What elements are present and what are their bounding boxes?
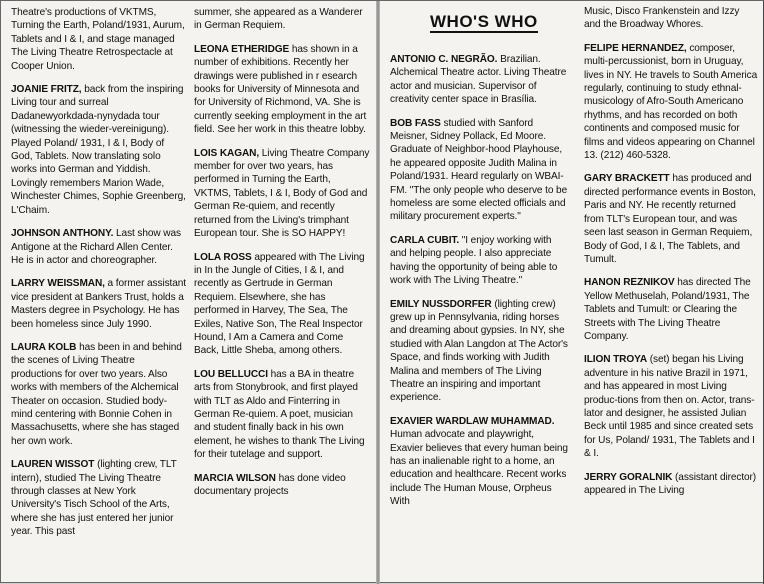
- bio-entry: [390, 117, 568, 224]
- bio-text: Music, Disco Frankenstein and Izzy and the Broadway Whores.: [584, 6, 740, 31]
- bio-name: MARCIA WILSON: [194, 472, 276, 484]
- bio-entry: [584, 471, 758, 498]
- bio-name: LAUREN WISSOT: [11, 459, 95, 471]
- bio-name: LEONA ETHERIDGE: [194, 43, 290, 55]
- bio-text: (lighting crew, TLT intern), studied The Living Theatre through classes at New York University's Tisch School of the Arts, where she has just entered her junior year. This past: [11, 459, 177, 538]
- bio-text: has been in and behind the scenes of Living Theatre productions for over two years. Also works with members of the Alchemical Theater on occasion. Studied body-mind centering with Bonnie Cohen in Massachusetts, where she has staged her own work.: [11, 341, 182, 447]
- bio-entry: [390, 298, 568, 405]
- bio-name: LOIS KAGAN,: [194, 147, 260, 159]
- bio-text: Human advocate and playwright, Exavier believes that every human being has an inalienable right to a home, an education and healthcare. Recent works include The Human Mouse, Orpheus With: [390, 429, 568, 508]
- page-title: WHO'S WHO: [430, 12, 538, 31]
- bio-entry: [390, 415, 568, 509]
- bio-text: studied with Sanford Meisner, Sidney Pollack, Ed Moore. Graduate of Neighbor-hood Playhouse, he appeared opposite Judith Malina in Poland/1931. Heard regularly on WBAI-FM. "The only people who deserve to be homeless are some elected officials and military procurement experts.": [390, 117, 568, 223]
- bio-text: "I enjoy working with and helping people. I also appreciate having the opportunity of being able to work with The Living Theatre.": [390, 234, 558, 287]
- bio-name: BOB FASS: [390, 117, 441, 129]
- bio-entry: [11, 458, 187, 538]
- bio-text: Last show was Antigone at the Richard Allen Center. He is in actor and choreographer.: [11, 228, 181, 266]
- right-column-2: [584, 5, 758, 507]
- bio-text: composer, multi-percussionist, born in Uruguay, lives in NY. He travels to South America regularly, continuing to study ethnal-musicology of Afro-South Americano rhythms, and has recorded on both continents and composed music for films and videos appearing on Channel 13. (212) 460-5328.: [584, 42, 758, 162]
- bio-text: (lighting crew) grew up in Pennsylvania, riding horses and dreaming about gypsies. In NY, she studied with Alan Langdon at The Actor's Space, and finds working with Judith Malina and members of The Living Theatre an inspiring and important experience.: [390, 298, 568, 404]
- right-page: [380, 1, 764, 584]
- bio-entry: [11, 6, 187, 73]
- bio-text: (set) began his Living adventure in his native Brazil in 1971, and has appeared in most Living produc-tions from then on. Actor, trans-lator and designer, he assisted Julian Beck until 1985 and since created sets for Us, Poland/ 1931, The Tablets and I & I.: [584, 354, 755, 460]
- bio-entry: [11, 83, 187, 217]
- left-page: [1, 1, 376, 584]
- bio-name: GARY BRACKETT: [584, 173, 670, 185]
- bio-entry: [11, 227, 187, 267]
- bio-name: HANON REZNIKOV: [584, 277, 675, 289]
- bio-entry: [194, 368, 370, 462]
- bio-name: LOLA ROSS: [194, 251, 252, 263]
- bio-name: FELIPE HERNANDEZ,: [584, 42, 687, 54]
- bio-entry: [194, 472, 370, 499]
- bio-text: Brazilian. Alchemical Theatre actor. Living Theatre actor and musician. Supervisor of creativity center space in Brasília.: [390, 54, 567, 106]
- bio-name: ANTONIO C. NEGRÃO.: [390, 54, 498, 65]
- bio-text: summer, she appeared as a Wanderer in German Requiem.: [194, 7, 363, 32]
- bio-entry: [194, 251, 370, 358]
- bio-name: LARRY WEISSMAN,: [11, 278, 105, 290]
- bio-entry: [11, 341, 187, 448]
- bio-text: a former assistant vice president at Bankers Trust, holds a Masters degree in Psychology. He has been homeless since July 1990.: [11, 278, 186, 330]
- bio-entry: [390, 234, 568, 288]
- bio-entry: [584, 353, 758, 460]
- bio-text: has shown in a number of exhibitions. Recently her drawings were published in r esearch books for University of Minnesota and for University of Richmond, VA. She is currently seeking employment in the art field. See her work in this theatre lobby.: [194, 43, 367, 136]
- bio-name: ILION TROYA: [584, 354, 648, 366]
- bio-entry: [194, 43, 370, 137]
- bio-name: CARLA CUBIT.: [390, 234, 460, 246]
- left-column-1: [11, 6, 187, 549]
- bio-text: appeared with The Living in In the Jungle of Cities, I & I, and recently as Gertrude in German Requiem. Elsewhere, she has performed in Harvey, The Sea, The Exiles, Native Son, The Real Inspector Hound, I Am a Camera and Come Back, Little Sheba, among others.: [194, 251, 365, 357]
- bio-name: JERRY GORALNIK: [584, 471, 673, 483]
- bio-entry: [584, 42, 758, 163]
- bio-name: LAURA KOLB: [11, 341, 77, 353]
- bio-text: has directed The Yellow Methuselah, Poland/1931, The Tablets and Tumult: or Clearing the Streets with The Living Theatre Company.: [584, 277, 751, 342]
- bio-entry: [584, 276, 758, 343]
- bio-text: has done video documentary projects: [194, 472, 346, 497]
- bio-entry: [584, 172, 758, 266]
- bio-name: EMILY NUSSDORFER: [390, 298, 492, 310]
- bio-text: Theatre's productions of VKTMS, Turning the Earth, Poland/1931, Aurum, Tablets and I & I, and stage managed The Living Theatre Retrospectacle at Cooper Union.: [11, 7, 185, 72]
- bio-text: has produced and directed performance events in Boston, Paris and NY. He recently returned from TLT's European tour, and was seen last season in German Requiem, Body of God, I & I, The Tablets, and Tumult.: [584, 173, 756, 265]
- right-column-1: [390, 53, 568, 519]
- bio-text: back from the inspiring Living tour and surreal Dadanewyorkdada-nynydada tour (witnessing the wieder-vereinigung). Played Poland/ 1931, I & I, Body of God, Tablets. Now translating solo works into German and Yiddish. Lovingly remembers Marion Wade, Winchester Chimes, Sophie Greenberg, L'Chaim.: [11, 84, 186, 216]
- bio-name: JOHNSON ANTHONY.: [11, 228, 114, 240]
- bio-name: JOANIE FRITZ,: [11, 84, 82, 96]
- bio-entry: [584, 5, 758, 32]
- bio-entry: [194, 6, 370, 33]
- bio-name: LOU BELLUCCI: [194, 368, 268, 380]
- bio-text: Living Theatre Company member for over two years, has performed in Turning the Earth, VKTMS, Tablets, I & I, Body of God and German Re-quiem, and recently returned from the Living's trimphant European tour. She is SO HAPPY!: [194, 147, 370, 240]
- bio-entry: [390, 53, 568, 107]
- bio-entry: [11, 277, 187, 331]
- bio-text: has a BA in theatre arts from Stonybrook, and first played with TLT as Aldo and Finterring in German Re-quiem. A poet, musician and student finally back in his own element, he wishes to thank The Living for their tutelage and support.: [194, 368, 365, 461]
- bio-text: (assistant director) appeared in The Living: [584, 471, 757, 496]
- left-column-2: [194, 6, 370, 508]
- bio-entry: [194, 147, 370, 241]
- bio-name: EXAVIER WARDLAW MUHAMMAD.: [390, 415, 555, 427]
